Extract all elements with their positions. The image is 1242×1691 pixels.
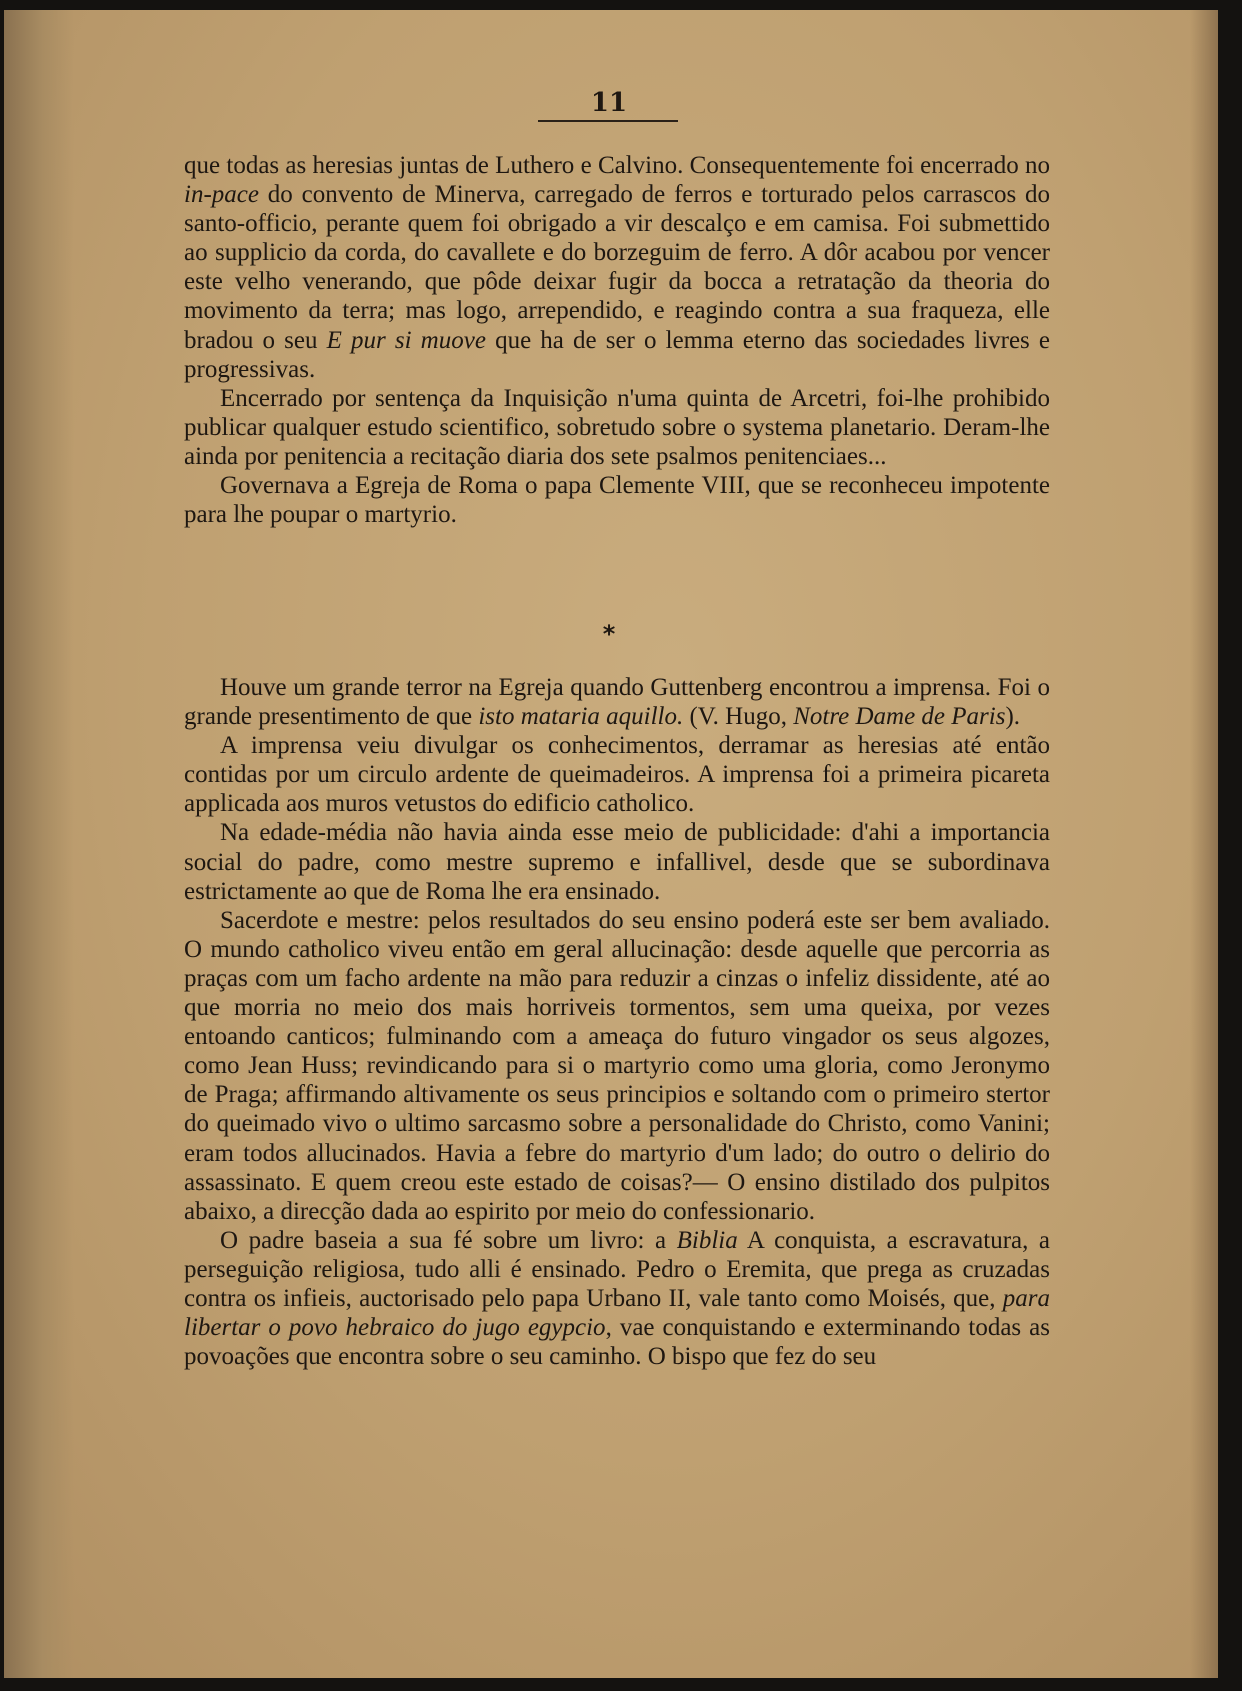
page-number: 11	[590, 88, 628, 118]
page-gutter-shadow	[4, 10, 74, 1678]
italic-term: in-pace	[184, 181, 259, 209]
italic-quote: E pur si muove	[326, 326, 486, 354]
paragraph	[184, 1226, 1050, 1371]
section-separator-asterisk: *	[602, 620, 616, 648]
text-run: (V. Hugo,	[683, 703, 794, 731]
text-run: Houve um grande terror na Egreja quando Guttenberg encontrou a imprensa. Foi o grande presentimento de que	[184, 674, 1050, 731]
page-number-rule	[538, 120, 678, 122]
italic-quote: isto mataria aquillo.	[478, 703, 684, 731]
book-page	[4, 10, 1218, 1678]
paragraph: A imprensa veiu divulgar os conhecimentos, derramar as heresias até então contidas por um circulo ardente de queimadeiros. A imprensa foi a primeira picareta applicada aos muros vetustos do edificio catholico.	[184, 732, 1050, 818]
text-run: ).	[1005, 703, 1021, 731]
text-run: que todas as heresias juntas de Luthero e Calvino. Consequentemente foi encerrado no	[184, 152, 1050, 179]
text-run: que ha de ser o lemma eterno das sociedades livres e progressivas.	[184, 326, 1051, 383]
italic-title: Notre Dame de Paris	[793, 703, 1006, 731]
paragraph: Encerrado por sentença da Inquisição n'uma quinta de Arcetri, foi-lhe prohibido publicar qualquer estudo scientifico, sobretudo sobre o systema planetario. Deram-lhe ainda por penitencia a recitação diaria dos sete psalmos penitenciaes...	[184, 384, 1050, 470]
paragraph: Na edade-média não havia ainda esse meio de publicidade: d'ahi a importancia social do padre, como mestre supremo e infallivel, desde que se subordinava estrictamente ao que de Roma lhe era ensinado.	[184, 819, 1050, 905]
text-block-upper	[184, 151, 1050, 529]
paragraph	[184, 151, 1050, 384]
italic-title: Biblia	[676, 1226, 738, 1254]
paragraph: Governava a Egreja de Roma o papa Clemente VIII, que se reconheceu impotente para lhe poupar o martyrio.	[184, 472, 1050, 529]
paragraph	[184, 673, 1050, 731]
page-edge-shadow	[1190, 10, 1218, 1678]
text-run: , vae conquistando e exterminando todas as povoações que encontra sobre o seu caminho. O bispo que fez do seu	[184, 1314, 1050, 1371]
paragraph: Sacerdote e mestre: pelos resultados do seu ensino poderá este ser bem avaliado. O mundo catholico viveu então em geral allucinação: desde aquelle que percorria as praças com um facho ardente na mão para reduzir a cinzas o infeliz dissidente, até ao que morria no meio dos mais horriveis tormentos, sem uma queixa, por vezes entoando canticos; fulminando com a ameaça do futuro vingador os seus algozes, como Jean Huss; revindicando para si o martyrio como uma gloria, como Jeronymo de Praga; affirmando altivamente os seus principios e soltando com o primeiro stertor do queimado vivo o ultimo sarcasmo sobre a personalidade do Christo, como Vanini; eram todos allucinados. Havia a febre do martyrio d'um lado; do outro o delirio do assassinato. E quem creou este estado de coisas?— O ensino distilado dos pulpitos abaixo, a direcção dada ao espirito por meio do confessionario.	[184, 906, 1050, 1225]
text-run: O padre baseia a sua fé sobre um livro: a	[220, 1226, 677, 1254]
text-block-lower	[184, 673, 1050, 1371]
italic-quote: para libertar o povo hebraico do jugo egypcio	[184, 1284, 1050, 1342]
text-run: do convento de Minerva, carregado de ferros e torturado pelos carrascos do santo-officio, perante quem foi obrigado a vir descalço e em camisa. Foi submettido ao supplicio da corda, do cavallete e do borzeguim de ferro. A dôr acabou por vencer este velho venerando, que pôde deixar fugir da bocca a retratação da theoria do movimento da terra; mas logo, arrependido, e reagindo contra a sua fraqueza, elle bradou o seu	[184, 181, 1050, 354]
text-run: A conquista, a escravatura, a perseguição religiosa, tudo alli é ensinado. Pedro o Eremita, que prega as cruzadas contra os infieis, auctorisado pelo papa Urbano II, vale tanto como Moisés, que,	[184, 1226, 1051, 1312]
